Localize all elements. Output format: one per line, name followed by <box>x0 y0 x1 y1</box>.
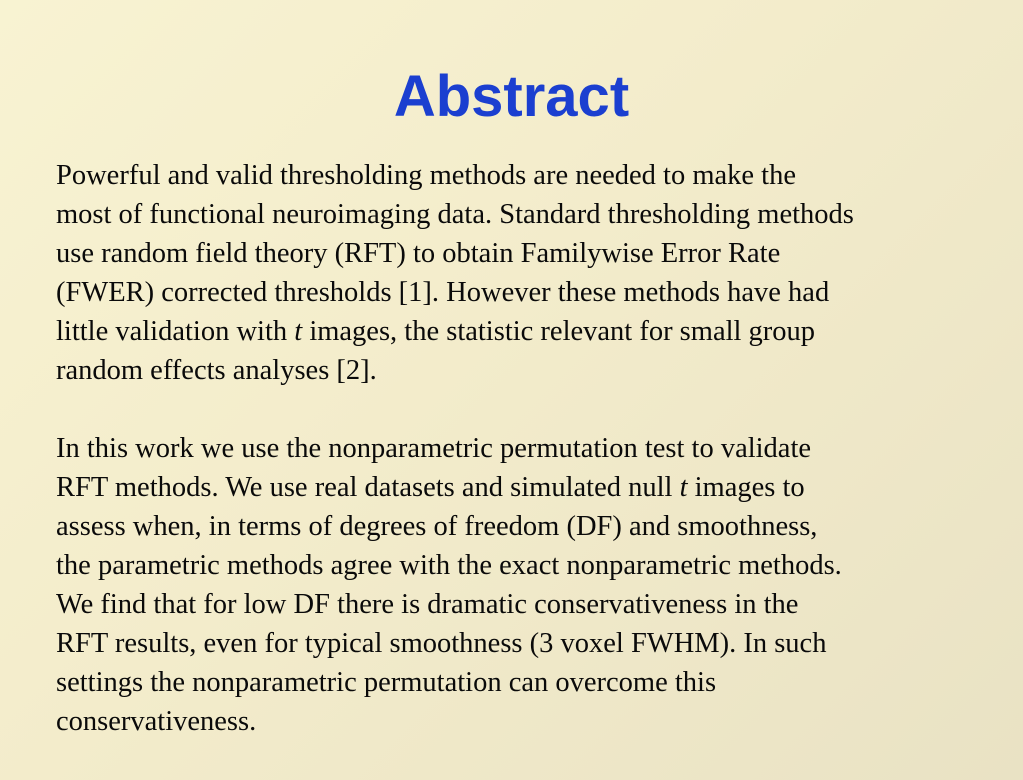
text-segment: settings the nonparametric permutation can overcome this <box>56 667 717 698</box>
abstract-body <box>56 156 986 741</box>
text-segment: RFT results, even for typical smoothness (3 voxel FWHM). In such <box>56 628 827 659</box>
text-line <box>56 273 986 312</box>
text-line <box>56 585 986 624</box>
slide-title: Abstract <box>393 64 630 129</box>
text-segment: most of functional neuroimaging data. Standard thresholding methods <box>56 199 854 230</box>
text-segment: In this work we use the nonparametric permutation test to validate <box>56 433 812 464</box>
text-line <box>56 546 986 585</box>
text-line <box>56 234 986 273</box>
text-line <box>56 195 986 234</box>
italic-symbol: t <box>679 472 688 503</box>
text-segment: conservativeness. <box>56 706 257 737</box>
text-line <box>56 468 986 507</box>
text-line <box>56 507 986 546</box>
text-line <box>56 156 986 195</box>
text-segment: use random field theory (RFT) to obtain Familywise Error Rate <box>56 238 781 269</box>
text-line <box>56 351 986 390</box>
text-line <box>56 624 986 663</box>
text-segment: little validation with <box>56 316 295 347</box>
text-segment: RFT methods. We use real datasets and simulated null <box>56 472 680 503</box>
text-segment: the parametric methods agree with the exact nonparametric methods. <box>56 550 842 581</box>
text-line <box>56 663 986 702</box>
text-segment: assess when, in terms of degrees of freedom (DF) and smoothness, <box>56 511 818 542</box>
text-segment: Powerful and valid thresholding methods are needed to make the <box>56 160 796 191</box>
text-segment: (FWER) corrected thresholds [1]. However these methods have had <box>56 277 830 308</box>
italic-symbol: t <box>294 316 303 347</box>
text-segment: images, the statistic relevant for small group <box>302 316 816 347</box>
text-line <box>56 702 986 741</box>
text-segment: We find that for low DF there is dramatic conservativeness in the <box>56 589 799 620</box>
text-segment: images to <box>687 472 805 503</box>
text-line <box>56 429 986 468</box>
abstract-paragraph <box>56 429 986 741</box>
text-line <box>56 312 986 351</box>
abstract-paragraph <box>56 156 986 390</box>
text-segment: random effects analyses [2]. <box>56 355 377 386</box>
